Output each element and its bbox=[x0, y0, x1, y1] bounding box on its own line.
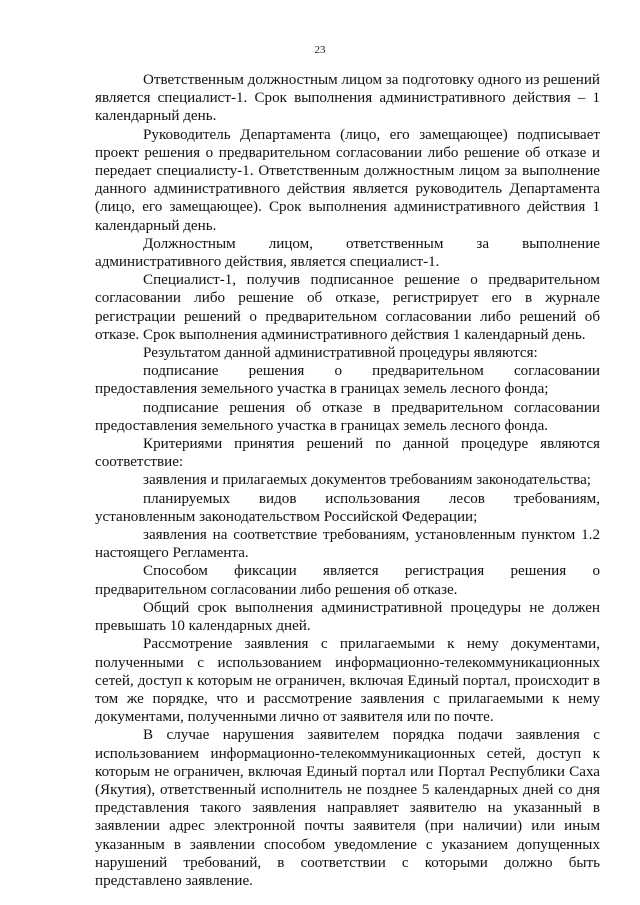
paragraph: заявления и прилагаемых документов требованиям законодательства; bbox=[143, 472, 591, 489]
paragraph: Рассмотрение заявления с прилагаемыми к нему документами, полученными с использованием информационно-телекоммуникационных сетей, доступ к которым не ограничен, включая Единый портал, происходит в том же порядке, что и рассмотрение заявления с прилагаемыми к нему документами, полученными лично от заявителя или по почте. bbox=[95, 636, 600, 726]
paragraph: Руководитель Департамента (лицо, его замещающее) подписывает проект решения о предварительном согласовании либо решение об отказе и передает специалисту-1. Ответственным должностным лицом за выполнение данного административного действия является руководитель Департамента (лицо, его замещающее). Срок выполнения административного действия 1 календарный день. bbox=[95, 126, 600, 234]
paragraph: подписание решения о предварительном согласовании предоставления земельного участка в границах земель лесного фонда; bbox=[95, 363, 600, 398]
page-number: 23 bbox=[314, 44, 326, 56]
paragraph: Общий срок выполнения административной процедуры не должен превышать 10 календарных дней. bbox=[95, 599, 600, 635]
paragraph: Способом фиксации является регистрация решения о предварительном согласовании либо решения об отказе. bbox=[95, 563, 600, 598]
paragraph: Критериями принятия решений по данной процедуре являются соответствие: bbox=[95, 436, 600, 471]
document-body bbox=[95, 71, 600, 890]
paragraph: Ответственным должностным лицом за подготовку одного из решений является специалист-1. Срок выполнения административного действия – 1 календарный день. bbox=[95, 72, 600, 125]
paragraph: заявления на соответствие требованиям, установленным пунктом 1.2 настоящего Регламента. bbox=[95, 527, 600, 562]
paragraph: планируемых видов использования лесов требованиям, установленным законодательством Российской Федерации; bbox=[95, 490, 600, 525]
paragraph: В случае нарушения заявителем порядка подачи заявления с использованием информационно-телекоммуникационных сетей, доступ к которым не ограничен, включая Единый портал или Портал Республики Саха (Якутия), ответственный исполнитель не позднее 5 календарных дней со дня представления такого заявления направляет заявителю на указанный в заявлении адрес электронной почты заявителя (при наличии) или иным указанным в заявлении способом уведомление с указанием допущенных нарушений требований, в соответствии с которыми должно быть представлено заявление. bbox=[95, 727, 600, 889]
paragraph: Результатом данной административной процедуры являются: bbox=[143, 345, 538, 362]
paragraph: Должностным лицом, ответственным за выполнение административного действия, является специалист-1. bbox=[95, 235, 600, 271]
paragraph: подписание решения об отказе в предварительном согласовании предоставления земельного участка в границах земель лесного фонда. bbox=[95, 399, 600, 434]
paragraph: Специалист-1, получив подписанное решение о предварительном согласовании либо решение об отказе, регистрирует его в журнале регистрации решений о предварительном согласовании либо решений об отказе. Срок выполнения административного действия 1 календарный день. bbox=[95, 272, 600, 343]
